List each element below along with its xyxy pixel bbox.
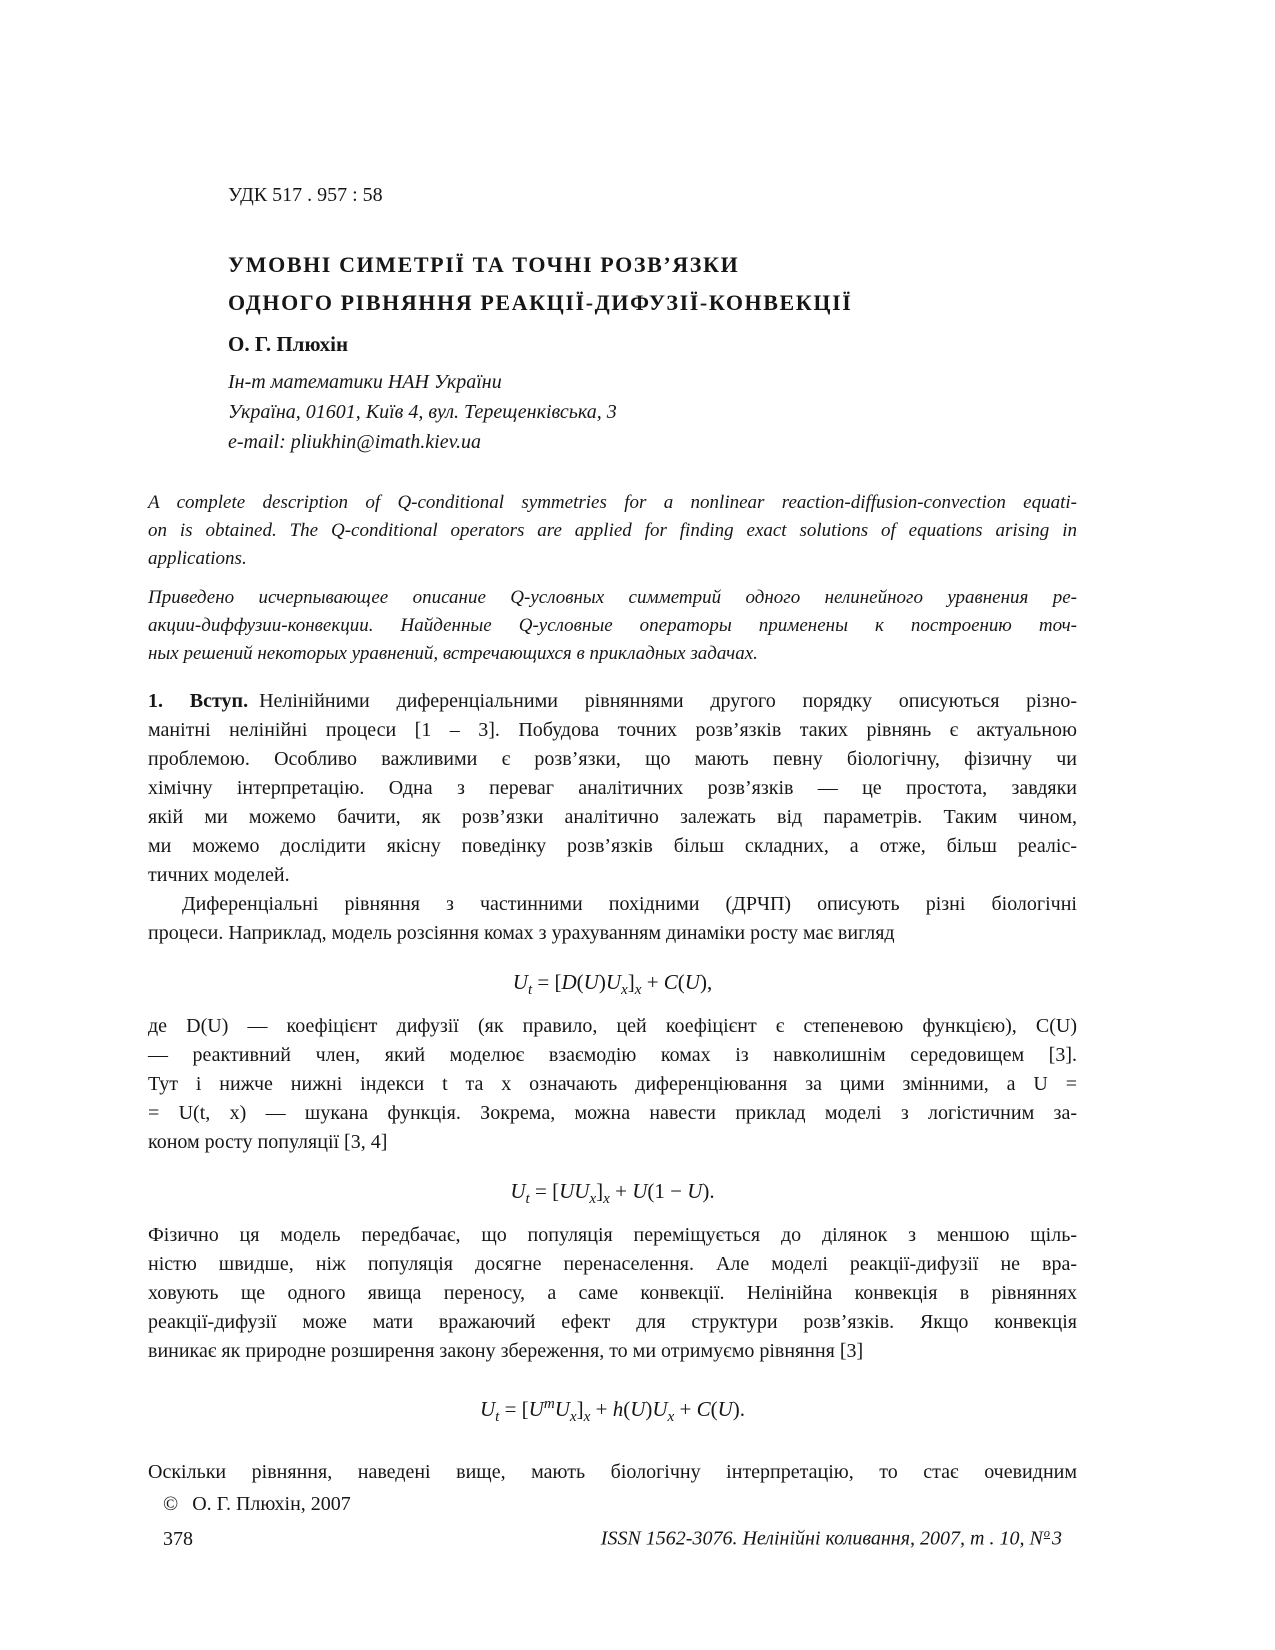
affiliation xyxy=(228,367,1077,457)
paper-title xyxy=(228,246,1077,322)
text-line: Україна, 01601, Київ 4, вул. Терещенківська, 3 xyxy=(228,401,617,423)
abstract-english xyxy=(148,489,1077,573)
text-line: ховують ще одного явища переносу, а саме конвекції. Нелінійна конвекція в рівняннях xyxy=(148,1282,1077,1304)
math-variable: C xyxy=(696,1397,711,1421)
math-variable: U xyxy=(630,1397,646,1421)
text-line: ми можемо дослідити якісну поведінку розв’язків більш складних, а отже, більш реаліс- xyxy=(148,835,1077,857)
text-line: якій ми можемо бачити, як розв’язки аналітично залежать від параметрів. Таким чином, xyxy=(148,806,1077,828)
copyright-icon: © xyxy=(163,1493,179,1515)
intro-first-line: Нелінійними диференціальними рівняннями другого порядку описуються різно- xyxy=(259,690,1077,712)
footer-row xyxy=(163,1519,1077,1554)
math-token: = [ xyxy=(499,1397,529,1421)
math-token: ] xyxy=(576,1397,584,1421)
text-line: applications. xyxy=(148,548,247,569)
math-variable: U xyxy=(559,1179,575,1203)
math-token: ). xyxy=(732,1397,746,1421)
equation-3 xyxy=(148,1386,1077,1426)
text-line: A complete description of Q-conditional symmetries for a nonlinear reaction-diffusion-convection equati- xyxy=(148,492,1077,513)
copyright-line xyxy=(163,1490,1077,1519)
text-line: акции-диффузии-конвекции. Найденные Q-условные операторы применены к построению точ- xyxy=(148,615,1077,636)
math-variable: U xyxy=(717,1397,733,1421)
text-line: реакції-дифузії може мати вражаючий ефект для структури розв’язків. Якщо конвекція xyxy=(148,1311,1077,1333)
math-token: ) xyxy=(645,1397,653,1421)
math-token: ( xyxy=(576,970,584,994)
math-token: x xyxy=(589,1191,597,1208)
intro-lines xyxy=(148,716,1077,890)
math-token: m xyxy=(543,1396,555,1412)
math-token: = [ xyxy=(532,970,562,994)
math-variable: h xyxy=(612,1397,624,1421)
math-token: ] xyxy=(627,970,635,994)
page-footer xyxy=(148,1490,1077,1554)
paragraph-after-eq1 xyxy=(148,1012,1077,1157)
math-token: t xyxy=(495,1409,500,1426)
equation-2 xyxy=(148,1173,1077,1209)
math-token: + xyxy=(609,1179,633,1203)
text-line: on is obtained. The Q-conditional operators are applied for finding exact solutions of equations arising in xyxy=(148,520,1077,541)
issue-letter: N xyxy=(1029,1527,1043,1550)
closing-paragraph xyxy=(148,1458,1077,1487)
text-line: проблемою. Особливо важливими є розв’язки, що мають певну біологічну, фізичну чи xyxy=(148,748,1077,770)
math-variable: C xyxy=(663,970,678,994)
math-variable: U xyxy=(687,1179,703,1203)
text-line: ОДНОГО РІВНЯННЯ РЕАКЦІЇ-ДИФУЗІЇ-КОНВЕКЦІЇ xyxy=(228,290,853,315)
math-variable: D xyxy=(561,970,577,994)
text-line: ністю швидше, ніж популяція досягне перенаселення. Але моделі реакції-дифузії не вра- xyxy=(148,1253,1077,1275)
math-variable: U xyxy=(554,1397,570,1421)
math-token: + xyxy=(641,970,664,994)
text-line: = U(t, x) — шукана функція. Зокрема, можна навести приклад моделі з логістичним за- xyxy=(148,1102,1077,1124)
issue-number: 3 xyxy=(1052,1527,1062,1550)
text-line: виникає як природне розширення закону збереження, то ми отримуємо рівняння [3] xyxy=(148,1340,864,1362)
text-line: — реактивний член, який моделює взаємодію комах із навколишнім середовищем [3]. xyxy=(148,1044,1077,1066)
text-line: Приведено исчерпывающее описание Q-условных симметрий одного нелинейного уравнения ре- xyxy=(148,587,1077,608)
math-variable: U xyxy=(605,970,621,994)
math-variable: U xyxy=(652,1397,668,1421)
math-variable: U xyxy=(632,1179,648,1203)
issue-superscript: o xyxy=(1043,1526,1050,1540)
page-number: 378 xyxy=(163,1527,193,1550)
math-token: t xyxy=(527,982,533,999)
text-line: Тут і нижче нижні індекси t та x означають диференціювання за цими змінними, а U = xyxy=(148,1073,1077,1095)
intro-paragraph xyxy=(148,687,1077,890)
article-content xyxy=(148,181,1077,1487)
math-token: + xyxy=(674,1397,697,1421)
text-line: коном росту популяції [3, 4] xyxy=(148,1131,388,1153)
math-token: ), xyxy=(699,970,713,994)
math-token: x xyxy=(634,982,642,999)
model-paragraph xyxy=(148,890,1077,948)
math-token: + xyxy=(590,1397,613,1421)
math-token: ( xyxy=(710,1397,718,1421)
math-token: x xyxy=(603,1191,610,1208)
math-token: t xyxy=(525,1191,530,1208)
text-line: хімічну інтерпретацію. Одна з переваг аналітичних розв’язків — це простота, завдяки xyxy=(148,777,1077,799)
math-token: ( xyxy=(677,970,685,994)
math-variable: U xyxy=(528,1397,544,1421)
math-token: x xyxy=(667,1409,675,1426)
math-token: x xyxy=(583,1409,591,1426)
math-token: ). xyxy=(702,1179,715,1203)
paragraph-after-eq2 xyxy=(148,1221,1077,1366)
text-line: e-mail: pliukhin@imath.kiev.ua xyxy=(228,431,481,453)
text-line xyxy=(148,687,1077,716)
math-variable: U xyxy=(512,970,528,994)
journal-reference xyxy=(601,1519,1062,1554)
text-line: ных решений некоторых уравнений, встречающихся в прикладных задачах. xyxy=(148,643,758,664)
section-heading: 1. Вступ. xyxy=(148,690,249,712)
math-token: ( xyxy=(623,1397,631,1421)
udc-code: УДК 517 . 957 : 58 xyxy=(228,184,383,206)
math-token: x xyxy=(621,982,628,999)
math-variable: U xyxy=(510,1179,526,1203)
text-line: Диференціальні рівняння з частинними похідними (ДРЧП) описують різні біологічні xyxy=(182,893,1077,915)
text-line: Ін-т математики НАН України xyxy=(228,371,502,393)
math-token: x xyxy=(569,1409,577,1426)
math-variable: U xyxy=(574,1179,590,1203)
math-variable: U xyxy=(479,1397,496,1421)
text-line: тичних моделей. xyxy=(148,864,290,886)
math-variable: U xyxy=(583,970,599,994)
text-line: УМОВНІ СИМЕТРІЇ ТА ТОЧНІ РОЗВ’ЯЗКИ xyxy=(228,252,740,277)
equation-1 xyxy=(148,964,1077,1000)
math-token: ] xyxy=(596,1179,604,1203)
author-name: О. Г. Плюхін xyxy=(228,332,349,356)
math-variable: U xyxy=(684,970,700,994)
math-token: (1 − xyxy=(647,1179,688,1203)
abstract-russian xyxy=(148,584,1077,668)
text-line: Фізично ця модель передбачає, що популяція переміщується до ділянок з меншою щіль- xyxy=(148,1224,1077,1246)
journal-reference-text: ISSN 1562-3076. Нелінійні коливання, 2007, т . 10, xyxy=(600,1527,1030,1550)
math-token: ) xyxy=(598,970,606,994)
text-line: де D(U) — коефіцієнт дифузії (як правило, цей коефіцієнт є степеневою функцією), C(U) xyxy=(148,1015,1077,1037)
copyright-text: О. Г. Плюхін, 2007 xyxy=(192,1493,351,1515)
math-token: = [ xyxy=(529,1179,560,1203)
text-line: манітні нелінійні процеси [1 – 3]. Побудова точних розв’язків таких рівнянь є актуальною xyxy=(148,719,1077,741)
text-line: Оскільки рівняння, наведені вище, мають біологічну інтерпретацію, то стає очевидним xyxy=(148,1461,1077,1483)
text-line: процеси. Наприклад, модель розсіяння комах з урахуванням динаміки росту має вигляд xyxy=(148,922,895,944)
